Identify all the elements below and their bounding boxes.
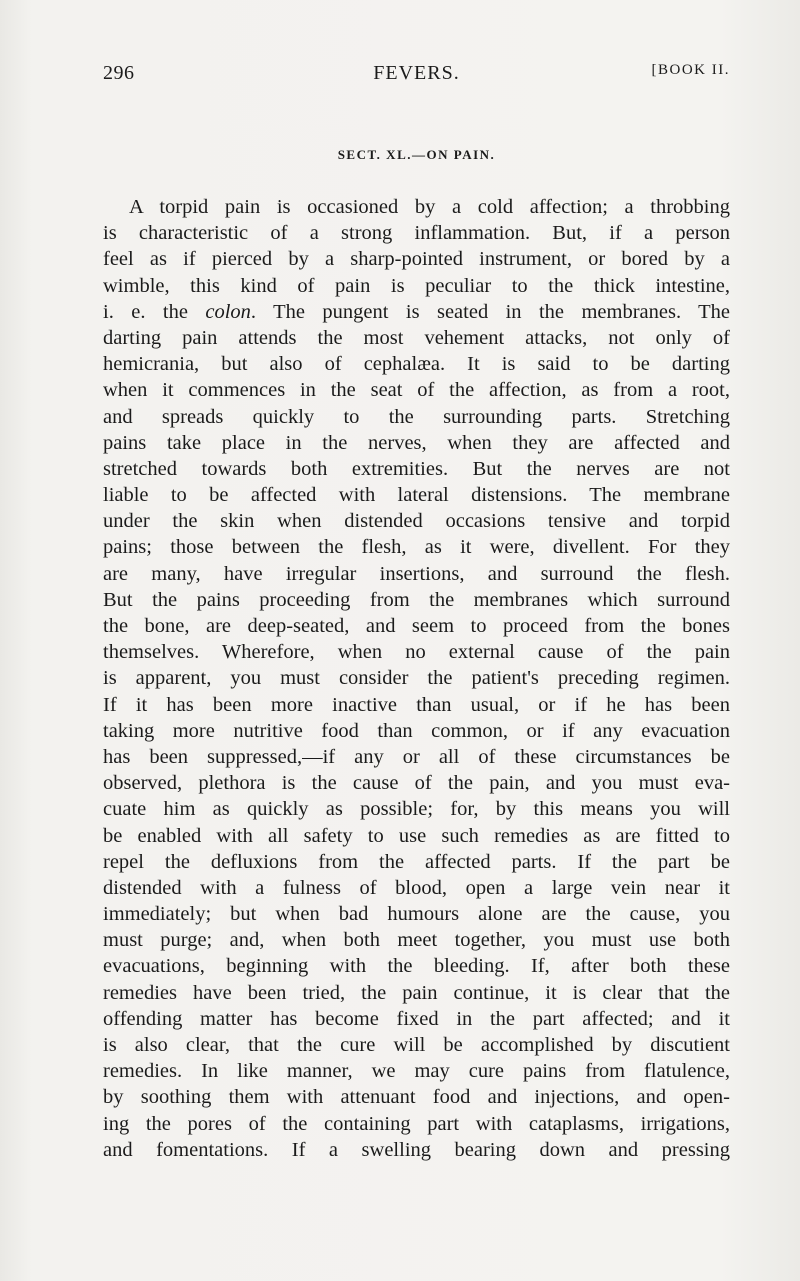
text-line: But the pains proceeding from the membranes which surround bbox=[103, 588, 730, 611]
text-line: evacuations, beginning with the bleeding. If, after both these bbox=[103, 955, 730, 978]
text-line: is characteristic of a strong inflammation. But, if a person bbox=[103, 222, 730, 245]
italic-term: colon bbox=[205, 300, 251, 323]
text-line: themselves. Wherefore, when no external cause of the pain bbox=[103, 641, 730, 664]
text-line: are many, have irregular insertions, and surround the flesh. bbox=[103, 562, 730, 585]
text-line: has been suppressed,—if any or all of these circumstances be bbox=[103, 745, 730, 768]
text-line: cuate him as quickly as possible; for, by this means you will bbox=[103, 798, 730, 821]
text-line: immediately; but when bad humours alone are the cause, you bbox=[103, 903, 730, 926]
text-line: i. e. the colon. The pungent is seated in the membranes. The bbox=[103, 300, 731, 323]
text-line: by soothing them with attenuant food and injections, and open- bbox=[103, 1086, 730, 1109]
text-line: wimble, this kind of pain is peculiar to the thick intestine, bbox=[103, 274, 730, 297]
text-line: is also clear, that the cure will be accomplished by discutient bbox=[103, 1034, 730, 1056]
text-line: taking more nutritive food than common, or if any evacuation bbox=[103, 719, 730, 742]
text-line: the bone, are deep-seated, and seem to proceed from the bones bbox=[103, 615, 730, 637]
body-text bbox=[103, 194, 730, 1163]
text-line: repel the defluxions from the affected parts. If the part be bbox=[103, 850, 730, 873]
text-line: liable to be affected with lateral distensions. The membrane bbox=[103, 484, 730, 507]
text-line: pains take place in the nerves, when they are affected and bbox=[103, 431, 730, 454]
text-line: and spreads quickly to the surrounding parts. Stretching bbox=[103, 405, 730, 428]
page-number: 296 bbox=[103, 62, 135, 84]
text-line: distended with a fulness of blood, open a large vein near it bbox=[103, 876, 730, 899]
text-line: A torpid pain is occasioned by a cold affection; a throbbing bbox=[129, 196, 730, 218]
text-line: feel as if pierced by a sharp-pointed instrument, or bored by a bbox=[103, 248, 730, 271]
text-line: observed, plethora is the cause of the pain, and you must eva- bbox=[103, 772, 730, 795]
text-line: and fomentations. If a swelling bearing down and pressing bbox=[103, 1138, 730, 1161]
text-line: darting pain attends the most vehement attacks, not only of bbox=[103, 326, 730, 349]
section-heading: SECT. XL.—ON PAIN. bbox=[337, 147, 496, 162]
text-line: under the skin when distended occasions tensive and torpid bbox=[103, 510, 730, 533]
text-line: is apparent, you must consider the patient's preceding regimen. bbox=[103, 667, 730, 690]
text-line: hemicrania, but also of cephalæa. It is said to be darting bbox=[103, 353, 730, 376]
text-line: must purge; and, when both meet together, you must use both bbox=[103, 929, 730, 952]
text-line: remedies have been tried, the pain continue, it is clear that the bbox=[103, 981, 730, 1004]
text-line: remedies. In like manner, we may cure pains from flatulence, bbox=[103, 1060, 730, 1083]
running-title: FEVERS. bbox=[373, 62, 460, 84]
text-line: ing the pores of the containing part with cataplasms, irrigations, bbox=[103, 1112, 730, 1135]
text-line: stretched towards both extremities. But the nerves are not bbox=[103, 457, 730, 480]
text-line: be enabled with all safety to use such remedies as are fitted to bbox=[103, 824, 730, 847]
text-line: when it commences in the seat of the affection, as from a root, bbox=[103, 379, 730, 402]
text-line: pains; those between the flesh, as it were, divellent. For they bbox=[103, 536, 730, 559]
running-header bbox=[103, 62, 730, 92]
text-line: offending matter has become fixed in the part affected; and it bbox=[103, 1007, 730, 1030]
book-reference: [BOOK II. bbox=[651, 62, 730, 78]
text-line: If it has been more inactive than usual, or if he has been bbox=[103, 693, 730, 716]
